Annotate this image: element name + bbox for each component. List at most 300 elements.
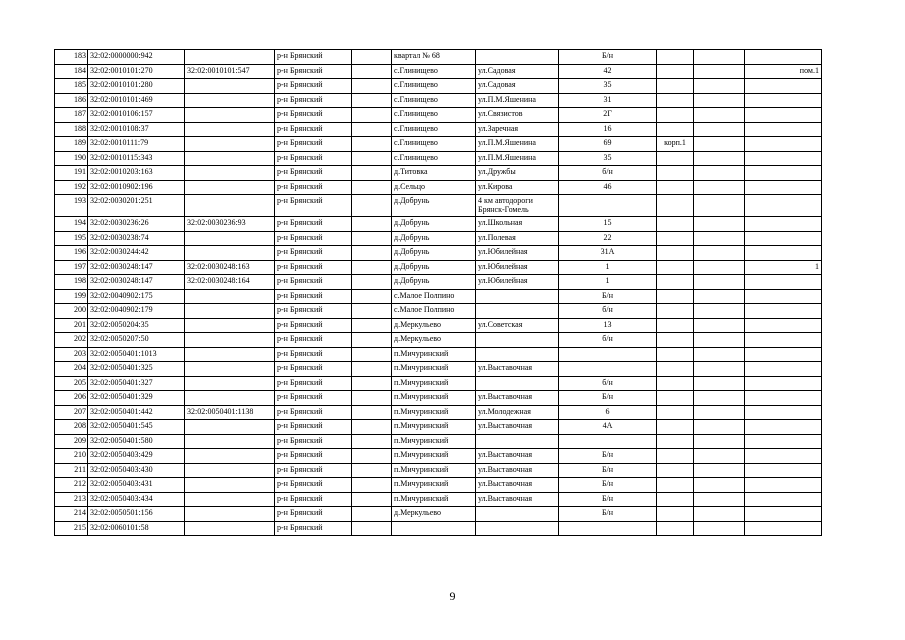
cell-premises bbox=[745, 108, 822, 123]
table-row bbox=[55, 108, 822, 123]
cell-spacer bbox=[352, 289, 392, 304]
cell-row-number: 199 bbox=[55, 289, 88, 304]
cell-settlement: с.Глинищево bbox=[392, 64, 476, 79]
cell-house-number: 31А bbox=[559, 246, 657, 261]
cell-linked-cadastral-number bbox=[185, 137, 275, 152]
cell-house-number: 13 bbox=[559, 318, 657, 333]
cell-house-number: 1 bbox=[559, 275, 657, 290]
cell-building bbox=[657, 122, 694, 137]
cell-settlement: п.Мичуринский bbox=[392, 347, 476, 362]
cell-cadastral-number: 32:02:0030248:147 bbox=[88, 260, 185, 275]
table-row bbox=[55, 304, 822, 319]
cell-district: р-н Брянский bbox=[275, 449, 352, 464]
cell-row-number: 211 bbox=[55, 463, 88, 478]
cell-spacer bbox=[352, 391, 392, 406]
cell-cadastral-number: 32:02:0010101:280 bbox=[88, 79, 185, 94]
page-number: 9 bbox=[449, 589, 456, 603]
cell-settlement: п.Мичуринский bbox=[392, 449, 476, 464]
cell-row-number: 195 bbox=[55, 231, 88, 246]
cell-settlement: квартал № 68 bbox=[392, 50, 476, 65]
cell-premises bbox=[745, 275, 822, 290]
cell-row-number: 196 bbox=[55, 246, 88, 261]
cell-spacer bbox=[352, 108, 392, 123]
cell-premises bbox=[745, 405, 822, 420]
cell-street: ул.Выставочная bbox=[476, 478, 559, 493]
cell-row-number: 183 bbox=[55, 50, 88, 65]
cell-spacer bbox=[352, 79, 392, 94]
cell-street bbox=[476, 333, 559, 348]
cell-house-number bbox=[559, 521, 657, 536]
cell-house-number: Б/н bbox=[559, 492, 657, 507]
cell-linked-cadastral-number: 32:02:0050401:1138 bbox=[185, 405, 275, 420]
cell-extra bbox=[694, 478, 745, 493]
cell-district: р-н Брянский bbox=[275, 64, 352, 79]
cell-extra bbox=[694, 333, 745, 348]
cell-cadastral-number: 32:02:0030236:26 bbox=[88, 217, 185, 232]
cell-district: р-н Брянский bbox=[275, 333, 352, 348]
cell-linked-cadastral-number bbox=[185, 246, 275, 261]
cell-spacer bbox=[352, 521, 392, 536]
cell-street: ул.Советская bbox=[476, 318, 559, 333]
cell-premises: пом.1 bbox=[745, 64, 822, 79]
cell-settlement: д.Титовка bbox=[392, 166, 476, 181]
cell-spacer bbox=[352, 333, 392, 348]
cell-row-number: 205 bbox=[55, 376, 88, 391]
cell-extra bbox=[694, 137, 745, 152]
cell-settlement: д.Меркульево bbox=[392, 318, 476, 333]
cell-cadastral-number: 32:02:0050204:35 bbox=[88, 318, 185, 333]
cell-row-number: 202 bbox=[55, 333, 88, 348]
cell-house-number: 15 bbox=[559, 217, 657, 232]
cell-linked-cadastral-number bbox=[185, 434, 275, 449]
cell-premises bbox=[745, 289, 822, 304]
cell-extra bbox=[694, 246, 745, 261]
cell-cadastral-number: 32:02:0050403:434 bbox=[88, 492, 185, 507]
cell-settlement: с.Малое Полпино bbox=[392, 304, 476, 319]
cell-house-number: 69 bbox=[559, 137, 657, 152]
cell-settlement: п.Мичуринский bbox=[392, 405, 476, 420]
cell-spacer bbox=[352, 347, 392, 362]
cell-premises bbox=[745, 246, 822, 261]
cell-cadastral-number: 32:02:0010101:469 bbox=[88, 93, 185, 108]
cell-row-number: 194 bbox=[55, 217, 88, 232]
cell-settlement: д.Меркульево bbox=[392, 507, 476, 522]
table-body bbox=[55, 50, 822, 536]
cell-extra bbox=[694, 217, 745, 232]
cell-house-number: Б/н bbox=[559, 449, 657, 464]
cell-cadastral-number: 32:02:0010902:196 bbox=[88, 180, 185, 195]
cell-spacer bbox=[352, 405, 392, 420]
cell-extra bbox=[694, 362, 745, 377]
cell-extra bbox=[694, 492, 745, 507]
cell-street: ул.Молодежная bbox=[476, 405, 559, 420]
cell-district: р-н Брянский bbox=[275, 521, 352, 536]
cell-house-number: 6 bbox=[559, 405, 657, 420]
cell-cadastral-number: 32:02:0030201:251 bbox=[88, 195, 185, 217]
cell-extra bbox=[694, 180, 745, 195]
cell-row-number: 210 bbox=[55, 449, 88, 464]
table-row bbox=[55, 362, 822, 377]
table-row bbox=[55, 434, 822, 449]
cell-district: р-н Брянский bbox=[275, 507, 352, 522]
table-row bbox=[55, 420, 822, 435]
cell-premises bbox=[745, 151, 822, 166]
cell-street: 4 км автодороги Брянск-Гомель bbox=[476, 195, 559, 217]
cell-premises bbox=[745, 122, 822, 137]
cell-cadastral-number: 32:02:0010111:79 bbox=[88, 137, 185, 152]
cell-row-number: 188 bbox=[55, 122, 88, 137]
cell-building bbox=[657, 246, 694, 261]
cell-row-number: 201 bbox=[55, 318, 88, 333]
cell-linked-cadastral-number bbox=[185, 180, 275, 195]
cell-cadastral-number: 32:02:0050403:431 bbox=[88, 478, 185, 493]
cell-extra bbox=[694, 521, 745, 536]
cell-extra bbox=[694, 289, 745, 304]
cell-extra bbox=[694, 304, 745, 319]
cell-row-number: 215 bbox=[55, 521, 88, 536]
cell-settlement: п.Мичуринский bbox=[392, 391, 476, 406]
cell-district: р-н Брянский bbox=[275, 260, 352, 275]
cell-district: р-н Брянский bbox=[275, 405, 352, 420]
cell-street: ул.Выставочная bbox=[476, 420, 559, 435]
cell-linked-cadastral-number bbox=[185, 333, 275, 348]
cell-linked-cadastral-number bbox=[185, 449, 275, 464]
cell-cadastral-number: 32:02:0050501:156 bbox=[88, 507, 185, 522]
cell-premises bbox=[745, 391, 822, 406]
cell-cadastral-number: 32:02:0050403:429 bbox=[88, 449, 185, 464]
cell-street bbox=[476, 376, 559, 391]
cell-spacer bbox=[352, 478, 392, 493]
cell-district: р-н Брянский bbox=[275, 180, 352, 195]
cell-street: ул.Заречная bbox=[476, 122, 559, 137]
cell-building bbox=[657, 275, 694, 290]
table-row bbox=[55, 93, 822, 108]
cell-linked-cadastral-number bbox=[185, 362, 275, 377]
cell-spacer bbox=[352, 434, 392, 449]
cell-cadastral-number: 32:02:0050401:1013 bbox=[88, 347, 185, 362]
cell-cadastral-number: 32:02:0050401:325 bbox=[88, 362, 185, 377]
table-row bbox=[55, 151, 822, 166]
cell-row-number: 212 bbox=[55, 478, 88, 493]
cell-extra bbox=[694, 93, 745, 108]
cell-settlement: д.Добрунь bbox=[392, 217, 476, 232]
cell-building bbox=[657, 521, 694, 536]
cell-row-number: 185 bbox=[55, 79, 88, 94]
cell-house-number bbox=[559, 347, 657, 362]
cell-premises bbox=[745, 231, 822, 246]
cell-street bbox=[476, 50, 559, 65]
cell-street: ул.П.М.Яшенина bbox=[476, 151, 559, 166]
cell-building bbox=[657, 391, 694, 406]
cell-settlement: с.Глинищево bbox=[392, 122, 476, 137]
cell-row-number: 209 bbox=[55, 434, 88, 449]
cell-street: ул.Выставочная bbox=[476, 463, 559, 478]
cell-district: р-н Брянский bbox=[275, 362, 352, 377]
cell-house-number: Б/н bbox=[559, 478, 657, 493]
cell-building bbox=[657, 231, 694, 246]
table-row bbox=[55, 507, 822, 522]
cell-street: ул.Выставочная bbox=[476, 391, 559, 406]
cell-building bbox=[657, 304, 694, 319]
cell-row-number: 206 bbox=[55, 391, 88, 406]
cell-cadastral-number: 32:02:0040902:175 bbox=[88, 289, 185, 304]
table-row bbox=[55, 478, 822, 493]
cell-extra bbox=[694, 347, 745, 362]
cell-extra bbox=[694, 463, 745, 478]
table-row bbox=[55, 492, 822, 507]
cell-premises bbox=[745, 376, 822, 391]
table-row bbox=[55, 246, 822, 261]
cell-district: р-н Брянский bbox=[275, 122, 352, 137]
cell-settlement: с.Малое Полпино bbox=[392, 289, 476, 304]
cell-house-number: б/н bbox=[559, 304, 657, 319]
cell-street bbox=[476, 347, 559, 362]
cell-linked-cadastral-number bbox=[185, 195, 275, 217]
cell-cadastral-number: 32:02:0010108:37 bbox=[88, 122, 185, 137]
cell-extra bbox=[694, 449, 745, 464]
cell-linked-cadastral-number bbox=[185, 521, 275, 536]
cell-settlement: д.Добрунь bbox=[392, 231, 476, 246]
table-row bbox=[55, 405, 822, 420]
cell-district: р-н Брянский bbox=[275, 318, 352, 333]
cell-district: р-н Брянский bbox=[275, 246, 352, 261]
cell-premises bbox=[745, 166, 822, 181]
cell-premises bbox=[745, 478, 822, 493]
table-row bbox=[55, 180, 822, 195]
cell-house-number bbox=[559, 195, 657, 217]
cell-building bbox=[657, 151, 694, 166]
cell-house-number: б/н bbox=[559, 166, 657, 181]
cell-premises bbox=[745, 507, 822, 522]
cell-row-number: 197 bbox=[55, 260, 88, 275]
cell-building bbox=[657, 449, 694, 464]
cell-extra bbox=[694, 231, 745, 246]
table-row bbox=[55, 217, 822, 232]
cell-building bbox=[657, 434, 694, 449]
cell-linked-cadastral-number bbox=[185, 151, 275, 166]
cell-cadastral-number: 32:02:0050401:327 bbox=[88, 376, 185, 391]
cell-building bbox=[657, 180, 694, 195]
cell-street: ул.Юбилейная bbox=[476, 246, 559, 261]
cell-building bbox=[657, 463, 694, 478]
cell-district: р-н Брянский bbox=[275, 50, 352, 65]
cell-building bbox=[657, 108, 694, 123]
cell-spacer bbox=[352, 93, 392, 108]
cell-cadastral-number: 32:02:0050401:580 bbox=[88, 434, 185, 449]
cell-street: ул.Связистов bbox=[476, 108, 559, 123]
cell-spacer bbox=[352, 64, 392, 79]
cell-settlement: п.Мичуринский bbox=[392, 492, 476, 507]
cell-linked-cadastral-number bbox=[185, 122, 275, 137]
cell-street bbox=[476, 289, 559, 304]
cell-cadastral-number: 32:02:0030248:147 bbox=[88, 275, 185, 290]
table-row bbox=[55, 333, 822, 348]
cell-linked-cadastral-number: 32:02:0030248:163 bbox=[185, 260, 275, 275]
cell-extra bbox=[694, 434, 745, 449]
cell-settlement: д.Добрунь bbox=[392, 246, 476, 261]
cell-extra bbox=[694, 122, 745, 137]
cell-linked-cadastral-number bbox=[185, 391, 275, 406]
cell-district: р-н Брянский bbox=[275, 137, 352, 152]
cell-cadastral-number: 32:02:0040902:179 bbox=[88, 304, 185, 319]
cell-linked-cadastral-number bbox=[185, 289, 275, 304]
cell-row-number: 190 bbox=[55, 151, 88, 166]
cell-settlement: п.Мичуринский bbox=[392, 463, 476, 478]
cell-cadastral-number: 32:02:0060101:58 bbox=[88, 521, 185, 536]
cell-district: р-н Брянский bbox=[275, 231, 352, 246]
table-row bbox=[55, 521, 822, 536]
cell-linked-cadastral-number bbox=[185, 420, 275, 435]
cell-cadastral-number: 32:02:0010203:163 bbox=[88, 166, 185, 181]
cell-house-number: 35 bbox=[559, 79, 657, 94]
table-row bbox=[55, 166, 822, 181]
cell-building bbox=[657, 289, 694, 304]
cell-house-number: Б/н bbox=[559, 391, 657, 406]
cell-building bbox=[657, 217, 694, 232]
cell-spacer bbox=[352, 122, 392, 137]
cell-premises bbox=[745, 521, 822, 536]
cell-extra bbox=[694, 260, 745, 275]
cell-spacer bbox=[352, 260, 392, 275]
cell-building bbox=[657, 93, 694, 108]
cell-district: р-н Брянский bbox=[275, 217, 352, 232]
cell-house-number: Б/н bbox=[559, 289, 657, 304]
cell-extra bbox=[694, 195, 745, 217]
cell-spacer bbox=[352, 231, 392, 246]
cell-extra bbox=[694, 391, 745, 406]
cell-premises bbox=[745, 318, 822, 333]
cell-settlement: п.Мичуринский bbox=[392, 434, 476, 449]
cell-district: р-н Брянский bbox=[275, 166, 352, 181]
cell-cadastral-number: 32:02:0000000:942 bbox=[88, 50, 185, 65]
cell-settlement: с.Глинищево bbox=[392, 79, 476, 94]
cell-linked-cadastral-number bbox=[185, 507, 275, 522]
cell-spacer bbox=[352, 463, 392, 478]
cell-street bbox=[476, 304, 559, 319]
table-row bbox=[55, 64, 822, 79]
cell-cadastral-number: 32:02:0050403:430 bbox=[88, 463, 185, 478]
cell-linked-cadastral-number bbox=[185, 318, 275, 333]
cell-settlement: п.Мичуринский bbox=[392, 420, 476, 435]
cell-linked-cadastral-number bbox=[185, 93, 275, 108]
cell-spacer bbox=[352, 318, 392, 333]
cell-house-number: Б/н bbox=[559, 50, 657, 65]
cell-district: р-н Брянский bbox=[275, 195, 352, 217]
cell-street: ул.Юбилейная bbox=[476, 260, 559, 275]
cell-district: р-н Брянский bbox=[275, 463, 352, 478]
cell-spacer bbox=[352, 492, 392, 507]
cell-district: р-н Брянский bbox=[275, 108, 352, 123]
cell-extra bbox=[694, 64, 745, 79]
cell-spacer bbox=[352, 50, 392, 65]
cell-district: р-н Брянский bbox=[275, 79, 352, 94]
cell-extra bbox=[694, 50, 745, 65]
cell-row-number: 189 bbox=[55, 137, 88, 152]
cell-extra bbox=[694, 151, 745, 166]
cell-cadastral-number: 32:02:0010101:270 bbox=[88, 64, 185, 79]
cell-house-number: 31 bbox=[559, 93, 657, 108]
cell-cadastral-number: 32:02:0010106:157 bbox=[88, 108, 185, 123]
cell-house-number: Б/н bbox=[559, 507, 657, 522]
cell-spacer bbox=[352, 420, 392, 435]
cell-spacer bbox=[352, 166, 392, 181]
cell-building bbox=[657, 333, 694, 348]
cell-settlement: с.Глинищево bbox=[392, 151, 476, 166]
cell-premises bbox=[745, 333, 822, 348]
cell-street: ул.Юбилейная bbox=[476, 275, 559, 290]
cell-linked-cadastral-number: 32:02:0010101:547 bbox=[185, 64, 275, 79]
cell-building bbox=[657, 79, 694, 94]
cell-building bbox=[657, 166, 694, 181]
registry-table bbox=[54, 49, 822, 536]
cell-row-number: 193 bbox=[55, 195, 88, 217]
cell-street: ул.Полевая bbox=[476, 231, 559, 246]
cell-row-number: 184 bbox=[55, 64, 88, 79]
table-row bbox=[55, 79, 822, 94]
cell-district: р-н Брянский bbox=[275, 151, 352, 166]
cell-linked-cadastral-number bbox=[185, 231, 275, 246]
cell-street bbox=[476, 507, 559, 522]
cell-extra bbox=[694, 405, 745, 420]
cell-row-number: 200 bbox=[55, 304, 88, 319]
cell-row-number: 204 bbox=[55, 362, 88, 377]
cell-spacer bbox=[352, 180, 392, 195]
cell-spacer bbox=[352, 195, 392, 217]
cell-district: р-н Брянский bbox=[275, 478, 352, 493]
cell-street: ул.П.М.Яшенина bbox=[476, 93, 559, 108]
table-row bbox=[55, 275, 822, 290]
cell-building bbox=[657, 195, 694, 217]
cell-linked-cadastral-number bbox=[185, 478, 275, 493]
cell-building bbox=[657, 507, 694, 522]
cell-linked-cadastral-number bbox=[185, 463, 275, 478]
cell-premises bbox=[745, 137, 822, 152]
cell-house-number: 4А bbox=[559, 420, 657, 435]
cell-premises bbox=[745, 195, 822, 217]
cell-district: р-н Брянский bbox=[275, 347, 352, 362]
cell-premises: 1 bbox=[745, 260, 822, 275]
cell-cadastral-number: 32:02:0050401:545 bbox=[88, 420, 185, 435]
cell-extra bbox=[694, 275, 745, 290]
table-row bbox=[55, 137, 822, 152]
cell-settlement: с.Глинищево bbox=[392, 108, 476, 123]
cell-house-number: б/н bbox=[559, 333, 657, 348]
cell-building bbox=[657, 492, 694, 507]
cell-street: ул.Садовая bbox=[476, 79, 559, 94]
cell-district: р-н Брянский bbox=[275, 492, 352, 507]
table-row bbox=[55, 318, 822, 333]
cell-extra bbox=[694, 507, 745, 522]
cell-building bbox=[657, 64, 694, 79]
cell-premises bbox=[745, 449, 822, 464]
cell-cadastral-number: 32:02:0050207:50 bbox=[88, 333, 185, 348]
cell-settlement: п.Мичуринский bbox=[392, 362, 476, 377]
cell-building bbox=[657, 260, 694, 275]
cell-linked-cadastral-number bbox=[185, 347, 275, 362]
cell-street: ул.Школьная bbox=[476, 217, 559, 232]
cell-cadastral-number: 32:02:0030238:74 bbox=[88, 231, 185, 246]
cell-spacer bbox=[352, 275, 392, 290]
cell-street: ул.Садовая bbox=[476, 64, 559, 79]
cell-cadastral-number: 32:02:0050401:329 bbox=[88, 391, 185, 406]
cell-settlement: д.Добрунь bbox=[392, 195, 476, 217]
cell-street: ул.Выставочная bbox=[476, 362, 559, 377]
cell-extra bbox=[694, 166, 745, 181]
cell-house-number: 35 bbox=[559, 151, 657, 166]
table-row bbox=[55, 347, 822, 362]
cell-settlement: с.Глинищево bbox=[392, 93, 476, 108]
table-row bbox=[55, 463, 822, 478]
